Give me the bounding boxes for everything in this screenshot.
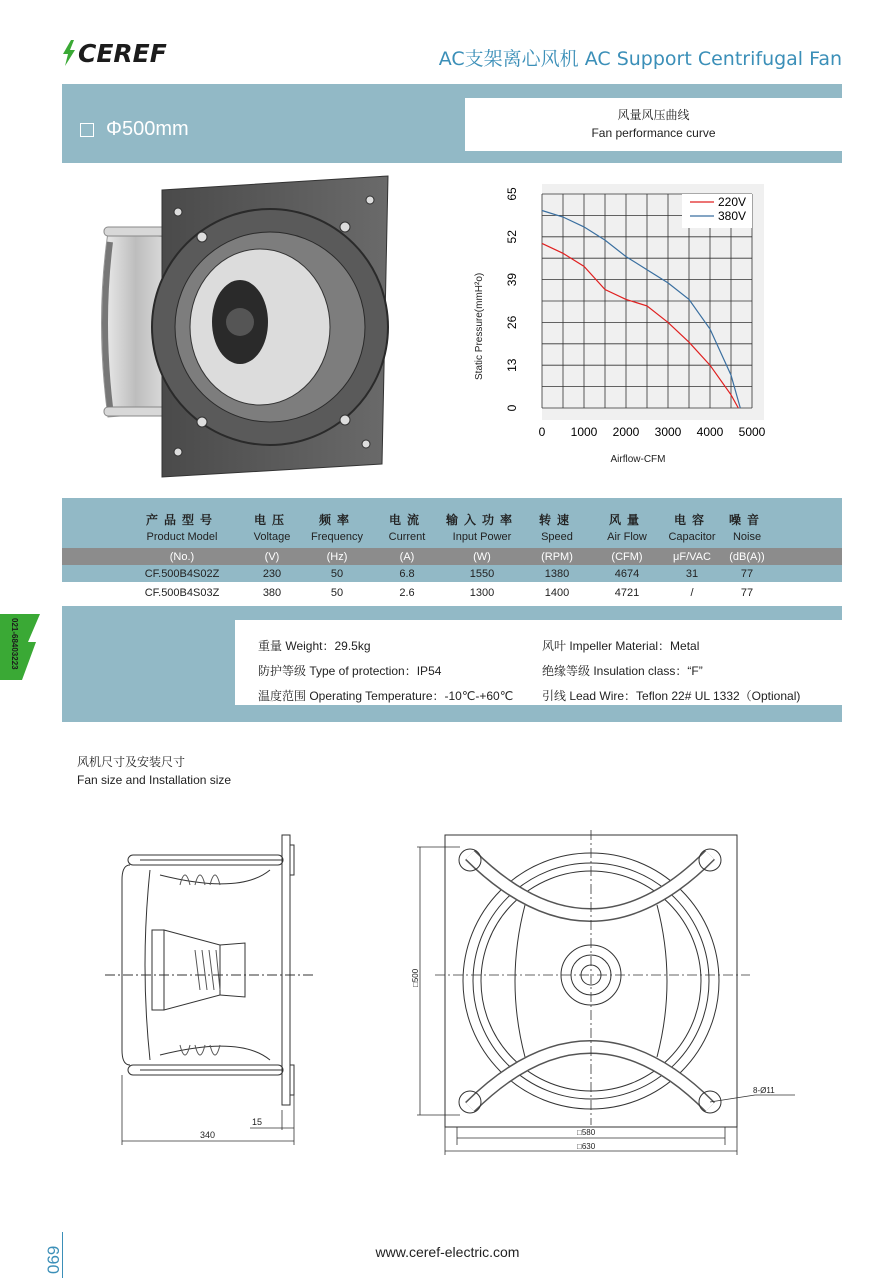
curve-caption-en: Fan performance curve <box>591 126 716 140</box>
spec-cell-r1-c6: 4721 <box>614 587 640 599</box>
spec-info-box <box>235 620 842 705</box>
spec-cell-r0-c1: 230 <box>262 568 282 580</box>
spec-cell-r0-c4: 1550 <box>469 568 495 580</box>
spec-header-en-8: Noise <box>732 531 762 543</box>
chart-legend-label-0: 220V <box>718 195 747 209</box>
size-section-en: Fan size and Installation size <box>77 773 232 787</box>
side-depth-dimension: 340 <box>200 1130 216 1140</box>
chart-y-tick: 52 <box>505 230 519 244</box>
spec-header-en-0: Product Model <box>146 531 218 543</box>
spec-header-cn-4: 输入功率 <box>445 513 518 527</box>
chart-y-tick: 0 <box>505 404 519 412</box>
chart-y-tick: 26 <box>505 315 519 330</box>
spec-cell-r1-c2: 50 <box>330 587 344 599</box>
fan-product-photo <box>90 172 390 484</box>
size-section-title <box>77 753 231 789</box>
spec-header-unit-2: (Hz) <box>326 551 348 563</box>
spec-cell-r1-c5: 1400 <box>544 587 570 599</box>
info-temperature: 温度范围 Operating Temperature：-10℃-+60℃ <box>258 689 514 703</box>
spec-cell-r1-c3: 2.6 <box>399 587 415 599</box>
spec-header-cn-0: 产品型号 <box>145 513 218 527</box>
spec-header-unit-5: (RPM) <box>541 551 573 563</box>
spec-cell-r0-c6: 4674 <box>614 568 640 580</box>
info-impeller: 风叶 Impeller Material：Metal <box>542 639 700 653</box>
spec-header-en-4: Input Power <box>452 531 512 543</box>
info-protection: 防护等级 Type of protection：IP54 <box>258 664 442 678</box>
website-url: www.ceref-electric.com <box>375 1244 520 1260</box>
front-view-drawing <box>405 825 805 1160</box>
height-dimension: □500 <box>411 968 420 987</box>
spec-cell-r1-c7: / <box>690 587 694 599</box>
side-view-drawing <box>100 825 320 1155</box>
chart-x-tick: 5000 <box>738 425 766 439</box>
chart-y-tick: 39 <box>505 272 519 287</box>
chart-x-tick: 1000 <box>570 425 598 439</box>
lightning-bolt-icon <box>62 40 76 66</box>
side-phone-number: 021-68403223 <box>10 618 19 670</box>
spec-cell-r0-c2: 50 <box>330 568 344 580</box>
spec-header-en-3: Current <box>388 531 426 543</box>
info-weight: 重量 Weight：29.5kg <box>258 639 371 653</box>
spec-header-cn-1: 电压 <box>253 513 290 527</box>
product-title-band <box>62 84 842 163</box>
spec-cell-r1-c8: 77 <box>740 587 754 599</box>
brand-logo <box>62 38 167 68</box>
spec-header-cn-8: 噪音 <box>728 513 765 527</box>
checkbox-square-icon <box>80 123 94 137</box>
flange-dimension: 15 <box>252 1117 263 1127</box>
chart-y-tick: 65 <box>505 187 519 201</box>
spec-cell-r0-c5: 1380 <box>544 568 570 580</box>
spec-header-en-1: Voltage <box>253 531 291 543</box>
spec-header-unit-1: (V) <box>264 551 280 563</box>
chart-x-tick: 2000 <box>612 425 640 439</box>
spec-header-cn-6: 风量 <box>608 513 645 527</box>
spec-header-en-6: Air Flow <box>607 531 647 543</box>
chart-y-axis-label: Static Pressure(mmH²o) <box>474 272 485 380</box>
product-size <box>80 118 189 141</box>
spec-cell-r1-c1: 380 <box>262 587 282 599</box>
spec-header-en-5: Speed <box>541 531 573 543</box>
outer-dimension: □630 <box>577 1142 596 1151</box>
spec-cell-r0-c3: 6.8 <box>399 568 415 580</box>
spec-cell-r1-c4: 1300 <box>469 587 495 599</box>
chart-x-axis-label: Airflow-CFM <box>610 454 666 465</box>
chart-x-tick: 4000 <box>696 425 724 439</box>
info-insulation: 绝缘等级 Insulation class：“F” <box>542 664 703 678</box>
spec-header-unit-4: (W) <box>473 551 491 563</box>
spec-cell-r0-c8: 77 <box>740 568 754 580</box>
spec-cell-r0-c0: CF.500B4S02Z <box>144 568 220 580</box>
spec-header-cn-2: 频率 <box>318 513 355 527</box>
page-number: 069 <box>44 1245 63 1274</box>
spec-info-band <box>62 606 842 722</box>
spec-table <box>62 498 842 604</box>
spec-header-unit-0: (No.) <box>169 551 195 563</box>
brand-name: CEREF <box>78 38 167 68</box>
spec-header-unit-3: (A) <box>399 551 415 563</box>
chart-y-tick: 13 <box>505 358 519 372</box>
size-section-cn: 风机尺寸及安装尺寸 <box>77 755 186 769</box>
spec-header-cn-5: 转速 <box>538 513 575 527</box>
spec-header-cn-7: 电容 <box>673 513 710 527</box>
spec-header-unit-8: (dB(A)) <box>729 551 765 563</box>
chart-x-tick: 3000 <box>654 425 682 439</box>
spec-header-en-7: Capacitor <box>668 531 716 543</box>
inner-dimension: □580 <box>577 1128 596 1137</box>
page-header-title: AC支架离心风机 AC Support Centrifugal Fan <box>438 48 842 70</box>
chart-legend-label-1: 380V <box>718 209 747 223</box>
spec-header-unit-7: μF/VAC <box>673 551 711 563</box>
info-lead-wire: 引线 Lead Wire：Teflon 22# UL 1332（Optional) <box>542 689 801 703</box>
spec-cell-r1-c0: CF.500B4S03Z <box>144 587 220 599</box>
spec-header-en-2: Frequency <box>311 531 363 543</box>
performance-chart <box>470 180 780 470</box>
product-size-label: Φ500mm <box>106 118 189 140</box>
chart-x-tick: 0 <box>538 425 546 439</box>
spec-header-cn-3: 电流 <box>388 513 425 527</box>
holes-dimension: 8-Ø11 <box>753 1086 775 1095</box>
side-contact-tab <box>0 614 40 680</box>
spec-header-unit-6: (CFM) <box>611 551 643 563</box>
spec-cell-r0-c7: 31 <box>685 568 699 580</box>
curve-caption-cn: 风量风压曲线 <box>617 108 690 122</box>
curve-caption-box <box>465 98 842 151</box>
